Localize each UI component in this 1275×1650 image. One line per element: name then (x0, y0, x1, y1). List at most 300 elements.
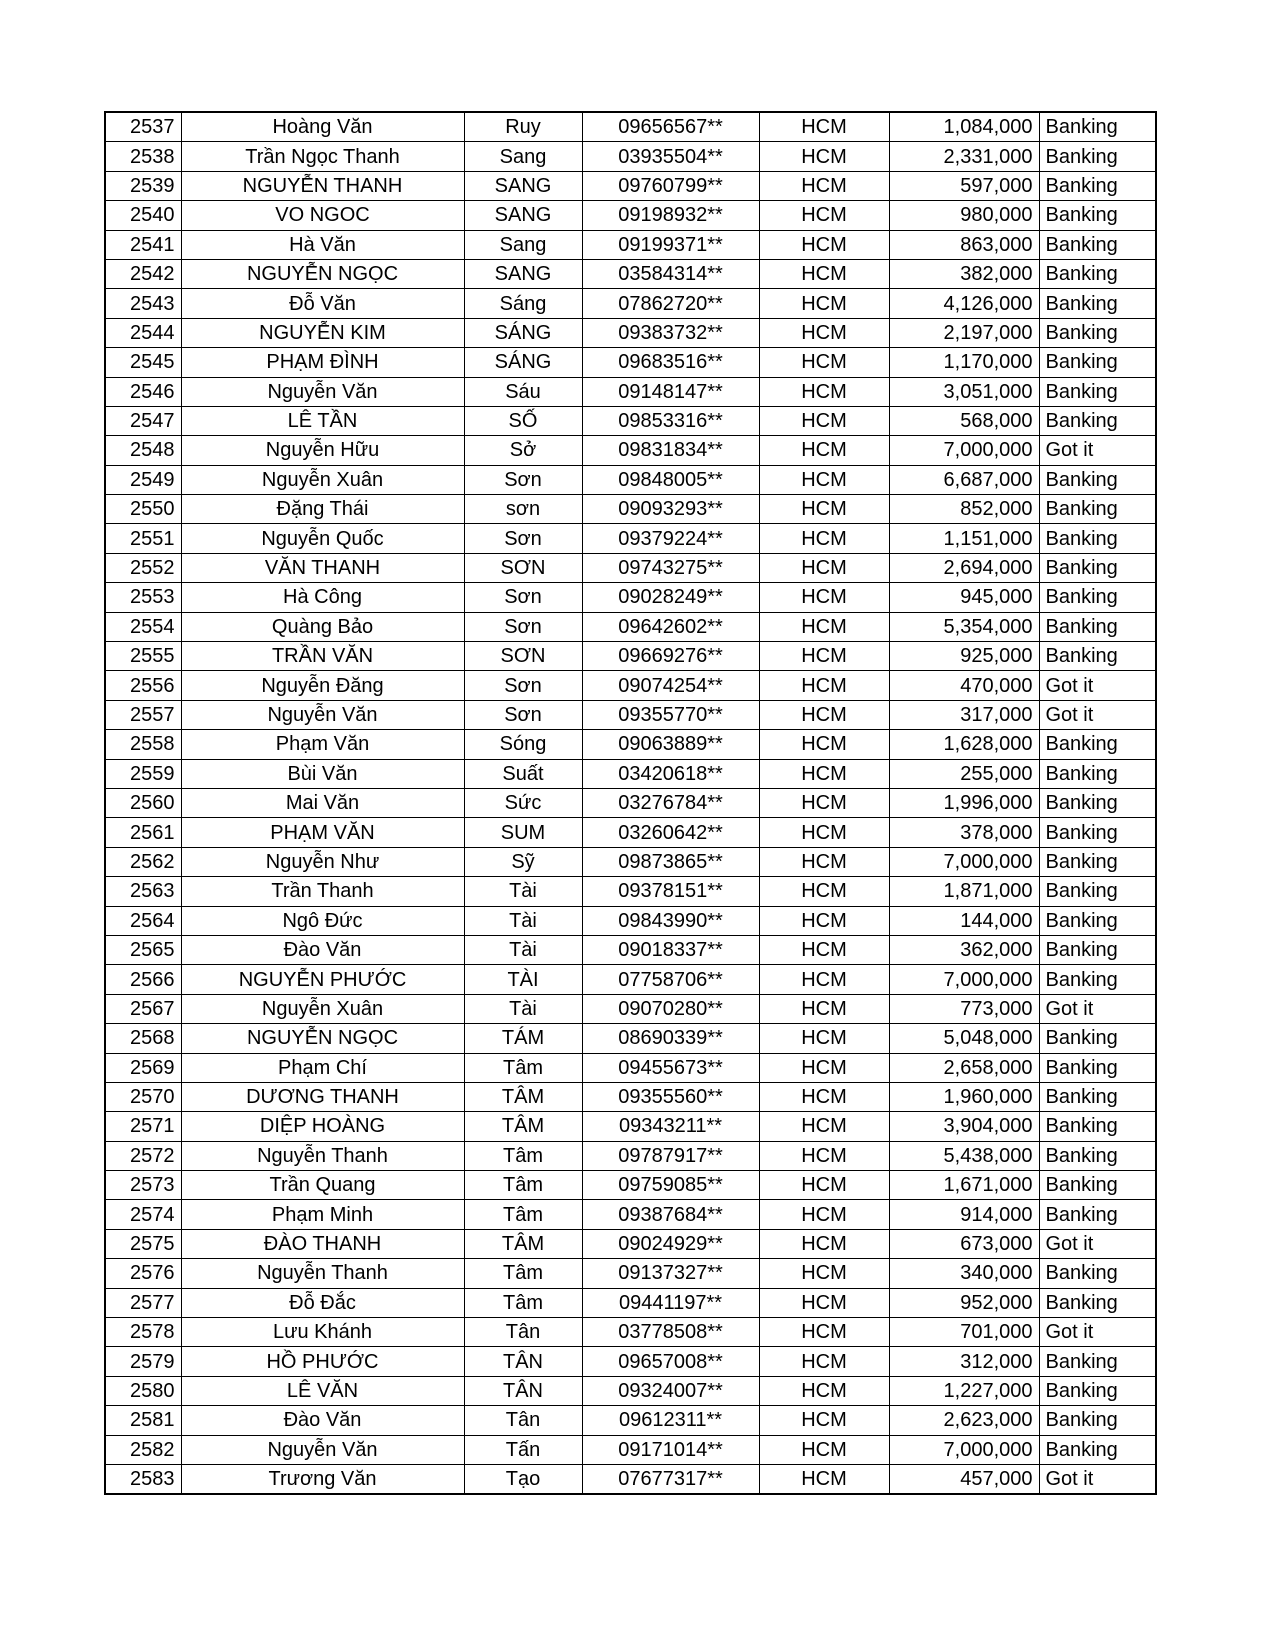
table-row (105, 1229, 1156, 1258)
phone-number-cell: 07677317** (582, 1464, 759, 1494)
city-cell: HCM (759, 847, 889, 876)
phone-number-cell: 09383732** (582, 318, 759, 347)
last-middle-name-cell: Nguyễn Xuân (181, 465, 464, 494)
row-number-cell: 2577 (105, 1288, 181, 1317)
phone-number-cell: 09093293** (582, 495, 759, 524)
first-name-cell: Sóng (464, 730, 582, 759)
table-row (105, 1464, 1156, 1494)
payment-method-cell: Banking (1039, 788, 1156, 817)
phone-number-cell: 09441197** (582, 1288, 759, 1317)
payment-method-cell: Banking (1039, 1435, 1156, 1464)
payment-method-cell: Banking (1039, 877, 1156, 906)
first-name-cell: Sở (464, 436, 582, 465)
amount-cell: 1,170,000 (889, 348, 1039, 377)
city-cell: HCM (759, 112, 889, 142)
payment-method-cell: Banking (1039, 171, 1156, 200)
row-number-cell: 2576 (105, 1259, 181, 1288)
phone-number-cell: 09642602** (582, 612, 759, 641)
row-number-cell: 2539 (105, 171, 181, 200)
city-cell: HCM (759, 994, 889, 1023)
first-name-cell: TÂM (464, 1082, 582, 1111)
phone-number-cell: 09024929** (582, 1229, 759, 1258)
first-name-cell: SỐ (464, 406, 582, 435)
payment-method-cell: Banking (1039, 642, 1156, 671)
city-cell: HCM (759, 1288, 889, 1317)
last-middle-name-cell: Phạm Minh (181, 1200, 464, 1229)
amount-cell: 255,000 (889, 759, 1039, 788)
table-row (105, 1141, 1156, 1170)
first-name-cell: Tài (464, 935, 582, 964)
amount-cell: 568,000 (889, 406, 1039, 435)
payment-method-cell: Banking (1039, 906, 1156, 935)
phone-number-cell: 09074254** (582, 671, 759, 700)
first-name-cell: sơn (464, 495, 582, 524)
city-cell: HCM (759, 142, 889, 171)
row-number-cell: 2581 (105, 1406, 181, 1435)
payment-method-cell: Banking (1039, 318, 1156, 347)
first-name-cell: Suất (464, 759, 582, 788)
first-name-cell: Tâm (464, 1171, 582, 1200)
amount-cell: 4,126,000 (889, 289, 1039, 318)
payment-method-cell: Banking (1039, 377, 1156, 406)
city-cell: HCM (759, 700, 889, 729)
payment-method-cell: Got it (1039, 1464, 1156, 1494)
table-row (105, 788, 1156, 817)
first-name-cell: Tài (464, 994, 582, 1023)
row-number-cell: 2553 (105, 583, 181, 612)
payment-method-cell: Banking (1039, 818, 1156, 847)
row-number-cell: 2544 (105, 318, 181, 347)
amount-cell: 852,000 (889, 495, 1039, 524)
payment-method-cell: Banking (1039, 583, 1156, 612)
phone-number-cell: 09612311** (582, 1406, 759, 1435)
city-cell: HCM (759, 436, 889, 465)
first-name-cell: TÂN (464, 1347, 582, 1376)
amount-cell: 312,000 (889, 1347, 1039, 1376)
table-row (105, 1318, 1156, 1347)
first-name-cell: Sang (464, 142, 582, 171)
last-middle-name-cell: VĂN THANH (181, 553, 464, 582)
row-number-cell: 2545 (105, 348, 181, 377)
first-name-cell: Sơn (464, 583, 582, 612)
table-row (105, 524, 1156, 553)
city-cell: HCM (759, 318, 889, 347)
phone-number-cell: 07758706** (582, 965, 759, 994)
table-row (105, 318, 1156, 347)
first-name-cell: SƠN (464, 553, 582, 582)
first-name-cell: Tâm (464, 1288, 582, 1317)
amount-cell: 382,000 (889, 259, 1039, 288)
row-number-cell: 2559 (105, 759, 181, 788)
table-row (105, 847, 1156, 876)
table-row (105, 348, 1156, 377)
last-middle-name-cell: Ngô Đức (181, 906, 464, 935)
payment-method-cell: Banking (1039, 1288, 1156, 1317)
last-middle-name-cell: Đỗ Văn (181, 289, 464, 318)
table-row (105, 818, 1156, 847)
table-row (105, 1200, 1156, 1229)
payment-method-cell: Got it (1039, 994, 1156, 1023)
table-row (105, 1406, 1156, 1435)
amount-cell: 144,000 (889, 906, 1039, 935)
table-row (105, 1347, 1156, 1376)
amount-cell: 5,048,000 (889, 1024, 1039, 1053)
phone-number-cell: 09198932** (582, 201, 759, 230)
city-cell: HCM (759, 818, 889, 847)
table-row (105, 1082, 1156, 1111)
last-middle-name-cell: DƯƠNG THANH (181, 1082, 464, 1111)
first-name-cell: SƠN (464, 642, 582, 671)
table-row (105, 142, 1156, 171)
payment-method-cell: Banking (1039, 1259, 1156, 1288)
table-row (105, 642, 1156, 671)
last-middle-name-cell: Nguyễn Đăng (181, 671, 464, 700)
table-row (105, 259, 1156, 288)
city-cell: HCM (759, 1112, 889, 1141)
first-name-cell: Tâm (464, 1141, 582, 1170)
first-name-cell: Tâm (464, 1259, 582, 1288)
payment-method-cell: Banking (1039, 348, 1156, 377)
city-cell: HCM (759, 788, 889, 817)
payment-method-cell: Got it (1039, 436, 1156, 465)
amount-cell: 597,000 (889, 171, 1039, 200)
city-cell: HCM (759, 906, 889, 935)
payment-method-cell: Banking (1039, 1053, 1156, 1082)
last-middle-name-cell: Hà Công (181, 583, 464, 612)
row-number-cell: 2541 (105, 230, 181, 259)
city-cell: HCM (759, 1406, 889, 1435)
last-middle-name-cell: Đào Văn (181, 1406, 464, 1435)
first-name-cell: Sỹ (464, 847, 582, 876)
phone-number-cell: 09324007** (582, 1376, 759, 1405)
payment-method-cell: Banking (1039, 612, 1156, 641)
last-middle-name-cell: Nguyễn Văn (181, 1435, 464, 1464)
table-row (105, 671, 1156, 700)
phone-number-cell: 09379224** (582, 524, 759, 553)
row-number-cell: 2538 (105, 142, 181, 171)
first-name-cell: TÁM (464, 1024, 582, 1053)
first-name-cell: Sáng (464, 289, 582, 318)
last-middle-name-cell: Phạm Văn (181, 730, 464, 759)
last-middle-name-cell: PHẠM ĐÌNH (181, 348, 464, 377)
city-cell: HCM (759, 289, 889, 318)
first-name-cell: SANG (464, 171, 582, 200)
last-middle-name-cell: Đào Văn (181, 935, 464, 964)
payment-method-cell: Banking (1039, 553, 1156, 582)
phone-number-cell: 09137327** (582, 1259, 759, 1288)
first-name-cell: Tấn (464, 1435, 582, 1464)
row-number-cell: 2552 (105, 553, 181, 582)
payment-method-cell: Got it (1039, 1229, 1156, 1258)
city-cell: HCM (759, 965, 889, 994)
row-number-cell: 2571 (105, 1112, 181, 1141)
table-row (105, 583, 1156, 612)
row-number-cell: 2563 (105, 877, 181, 906)
city-cell: HCM (759, 230, 889, 259)
first-name-cell: Sơn (464, 465, 582, 494)
row-number-cell: 2547 (105, 406, 181, 435)
amount-cell: 773,000 (889, 994, 1039, 1023)
city-cell: HCM (759, 1171, 889, 1200)
table-row (105, 1053, 1156, 1082)
payment-method-cell: Banking (1039, 230, 1156, 259)
city-cell: HCM (759, 1024, 889, 1053)
table-row (105, 612, 1156, 641)
phone-number-cell: 07862720** (582, 289, 759, 318)
city-cell: HCM (759, 1318, 889, 1347)
payment-method-cell: Banking (1039, 730, 1156, 759)
row-number-cell: 2583 (105, 1464, 181, 1494)
amount-cell: 1,628,000 (889, 730, 1039, 759)
payment-method-cell: Banking (1039, 1347, 1156, 1376)
amount-cell: 1,671,000 (889, 1171, 1039, 1200)
row-number-cell: 2567 (105, 994, 181, 1023)
last-middle-name-cell: Nguyễn Văn (181, 700, 464, 729)
row-number-cell: 2546 (105, 377, 181, 406)
amount-cell: 6,687,000 (889, 465, 1039, 494)
phone-number-cell: 09743275** (582, 553, 759, 582)
amount-cell: 1,084,000 (889, 112, 1039, 142)
city-cell: HCM (759, 642, 889, 671)
last-middle-name-cell: PHẠM VĂN (181, 818, 464, 847)
city-cell: HCM (759, 553, 889, 582)
row-number-cell: 2575 (105, 1229, 181, 1258)
amount-cell: 1,960,000 (889, 1082, 1039, 1111)
amount-cell: 317,000 (889, 700, 1039, 729)
table-row (105, 1288, 1156, 1317)
last-middle-name-cell: Đặng Thái (181, 495, 464, 524)
amount-cell: 701,000 (889, 1318, 1039, 1347)
last-middle-name-cell: Hoàng Văn (181, 112, 464, 142)
table-row (105, 230, 1156, 259)
amount-cell: 457,000 (889, 1464, 1039, 1494)
row-number-cell: 2548 (105, 436, 181, 465)
payment-method-cell: Banking (1039, 201, 1156, 230)
last-middle-name-cell: LÊ VĂN (181, 1376, 464, 1405)
city-cell: HCM (759, 730, 889, 759)
first-name-cell: SUM (464, 818, 582, 847)
amount-cell: 1,871,000 (889, 877, 1039, 906)
amount-cell: 914,000 (889, 1200, 1039, 1229)
city-cell: HCM (759, 495, 889, 524)
city-cell: HCM (759, 348, 889, 377)
table-row (105, 112, 1156, 142)
city-cell: HCM (759, 201, 889, 230)
last-middle-name-cell: LÊ TẦN (181, 406, 464, 435)
row-number-cell: 2582 (105, 1435, 181, 1464)
phone-number-cell: 09063889** (582, 730, 759, 759)
row-number-cell: 2569 (105, 1053, 181, 1082)
phone-number-cell: 09760799** (582, 171, 759, 200)
city-cell: HCM (759, 759, 889, 788)
first-name-cell: Sức (464, 788, 582, 817)
payment-method-cell: Got it (1039, 700, 1156, 729)
row-number-cell: 2579 (105, 1347, 181, 1376)
phone-number-cell: 03276784** (582, 788, 759, 817)
phone-number-cell: 09378151** (582, 877, 759, 906)
row-number-cell: 2562 (105, 847, 181, 876)
city-cell: HCM (759, 877, 889, 906)
table-row (105, 730, 1156, 759)
payment-method-cell: Banking (1039, 112, 1156, 142)
last-middle-name-cell: Phạm Chí (181, 1053, 464, 1082)
payment-method-cell: Banking (1039, 1112, 1156, 1141)
row-number-cell: 2564 (105, 906, 181, 935)
amount-cell: 2,623,000 (889, 1406, 1039, 1435)
table-row (105, 377, 1156, 406)
first-name-cell: Sang (464, 230, 582, 259)
last-middle-name-cell: DIỆP HOÀNG (181, 1112, 464, 1141)
payment-method-cell: Banking (1039, 1406, 1156, 1435)
row-number-cell: 2540 (105, 201, 181, 230)
last-middle-name-cell: NGUYỄN NGỌC (181, 1024, 464, 1053)
first-name-cell: Tâm (464, 1200, 582, 1229)
amount-cell: 378,000 (889, 818, 1039, 847)
first-name-cell: Sáu (464, 377, 582, 406)
row-number-cell: 2542 (105, 259, 181, 288)
first-name-cell: SANG (464, 201, 582, 230)
row-number-cell: 2549 (105, 465, 181, 494)
table-row (105, 1024, 1156, 1053)
last-middle-name-cell: NGUYỄN NGỌC (181, 259, 464, 288)
city-cell: HCM (759, 935, 889, 964)
row-number-cell: 2572 (105, 1141, 181, 1170)
table-row (105, 994, 1156, 1023)
payment-method-cell: Banking (1039, 1082, 1156, 1111)
amount-cell: 673,000 (889, 1229, 1039, 1258)
payment-method-cell: Banking (1039, 259, 1156, 288)
last-middle-name-cell: TRẦN VĂN (181, 642, 464, 671)
city-cell: HCM (759, 583, 889, 612)
table-row (105, 1112, 1156, 1141)
city-cell: HCM (759, 1435, 889, 1464)
phone-number-cell: 09455673** (582, 1053, 759, 1082)
phone-number-cell: 09387684** (582, 1200, 759, 1229)
amount-cell: 2,331,000 (889, 142, 1039, 171)
amount-cell: 7,000,000 (889, 965, 1039, 994)
last-middle-name-cell: Nguyễn Như (181, 847, 464, 876)
phone-number-cell: 09873865** (582, 847, 759, 876)
phone-number-cell: 09070280** (582, 994, 759, 1023)
amount-cell: 340,000 (889, 1259, 1039, 1288)
city-cell: HCM (759, 171, 889, 200)
row-number-cell: 2555 (105, 642, 181, 671)
payment-method-cell: Banking (1039, 1024, 1156, 1053)
last-middle-name-cell: Lưu Khánh (181, 1318, 464, 1347)
city-cell: HCM (759, 524, 889, 553)
row-number-cell: 2561 (105, 818, 181, 847)
first-name-cell: Tân (464, 1406, 582, 1435)
payment-method-cell: Banking (1039, 935, 1156, 964)
amount-cell: 5,354,000 (889, 612, 1039, 641)
last-middle-name-cell: Nguyễn Xuân (181, 994, 464, 1023)
payment-method-cell: Banking (1039, 495, 1156, 524)
phone-number-cell: 03935504** (582, 142, 759, 171)
amount-cell: 1,227,000 (889, 1376, 1039, 1405)
amount-cell: 7,000,000 (889, 436, 1039, 465)
table-row (105, 906, 1156, 935)
first-name-cell: Tài (464, 906, 582, 935)
last-middle-name-cell: Mai Văn (181, 788, 464, 817)
amount-cell: 945,000 (889, 583, 1039, 612)
table-row (105, 171, 1156, 200)
city-cell: HCM (759, 1259, 889, 1288)
table-row (105, 465, 1156, 494)
table-row (105, 965, 1156, 994)
payment-method-cell: Banking (1039, 406, 1156, 435)
phone-number-cell: 09355770** (582, 700, 759, 729)
first-name-cell: SÁNG (464, 348, 582, 377)
last-middle-name-cell: Nguyễn Văn (181, 377, 464, 406)
last-middle-name-cell: Trần Thanh (181, 877, 464, 906)
row-number-cell: 2578 (105, 1318, 181, 1347)
last-middle-name-cell: NGUYỄN THANH (181, 171, 464, 200)
first-name-cell: Tài (464, 877, 582, 906)
phone-number-cell: 03778508** (582, 1318, 759, 1347)
table-row (105, 201, 1156, 230)
amount-cell: 2,694,000 (889, 553, 1039, 582)
phone-number-cell: 09171014** (582, 1435, 759, 1464)
row-number-cell: 2566 (105, 965, 181, 994)
row-number-cell: 2574 (105, 1200, 181, 1229)
city-cell: HCM (759, 259, 889, 288)
last-middle-name-cell: Trần Quang (181, 1171, 464, 1200)
payment-method-cell: Banking (1039, 289, 1156, 318)
city-cell: HCM (759, 1200, 889, 1229)
amount-cell: 3,051,000 (889, 377, 1039, 406)
amount-cell: 2,197,000 (889, 318, 1039, 347)
row-number-cell: 2565 (105, 935, 181, 964)
table-row (105, 289, 1156, 318)
payment-method-cell: Banking (1039, 965, 1156, 994)
first-name-cell: Sơn (464, 700, 582, 729)
last-middle-name-cell: HỒ PHƯỚC (181, 1347, 464, 1376)
amount-cell: 362,000 (889, 935, 1039, 964)
amount-cell: 2,658,000 (889, 1053, 1039, 1082)
city-cell: HCM (759, 1141, 889, 1170)
last-middle-name-cell: Bùi Văn (181, 759, 464, 788)
phone-number-cell: 09853316** (582, 406, 759, 435)
phone-number-cell: 03420618** (582, 759, 759, 788)
winners-table (104, 111, 1157, 1495)
last-middle-name-cell: Nguyễn Thanh (181, 1141, 464, 1170)
payment-method-cell: Banking (1039, 1141, 1156, 1170)
row-number-cell: 2570 (105, 1082, 181, 1111)
phone-number-cell: 09018337** (582, 935, 759, 964)
table-row (105, 759, 1156, 788)
payment-method-cell: Banking (1039, 465, 1156, 494)
phone-number-cell: 09787917** (582, 1141, 759, 1170)
payment-method-cell: Got it (1039, 1318, 1156, 1347)
row-number-cell: 2537 (105, 112, 181, 142)
phone-number-cell: 09683516** (582, 348, 759, 377)
row-number-cell: 2573 (105, 1171, 181, 1200)
amount-cell: 980,000 (889, 201, 1039, 230)
last-middle-name-cell: Đỗ Đắc (181, 1288, 464, 1317)
city-cell: HCM (759, 1376, 889, 1405)
city-cell: HCM (759, 1053, 889, 1082)
city-cell: HCM (759, 1464, 889, 1494)
last-middle-name-cell: Trương Văn (181, 1464, 464, 1494)
first-name-cell: Sơn (464, 671, 582, 700)
first-name-cell: TÀI (464, 965, 582, 994)
last-middle-name-cell: Nguyễn Hữu (181, 436, 464, 465)
last-middle-name-cell: Nguyễn Quốc (181, 524, 464, 553)
phone-number-cell: 09148147** (582, 377, 759, 406)
amount-cell: 1,151,000 (889, 524, 1039, 553)
last-middle-name-cell: NGUYỄN KIM (181, 318, 464, 347)
last-middle-name-cell: Quàng Bảo (181, 612, 464, 641)
